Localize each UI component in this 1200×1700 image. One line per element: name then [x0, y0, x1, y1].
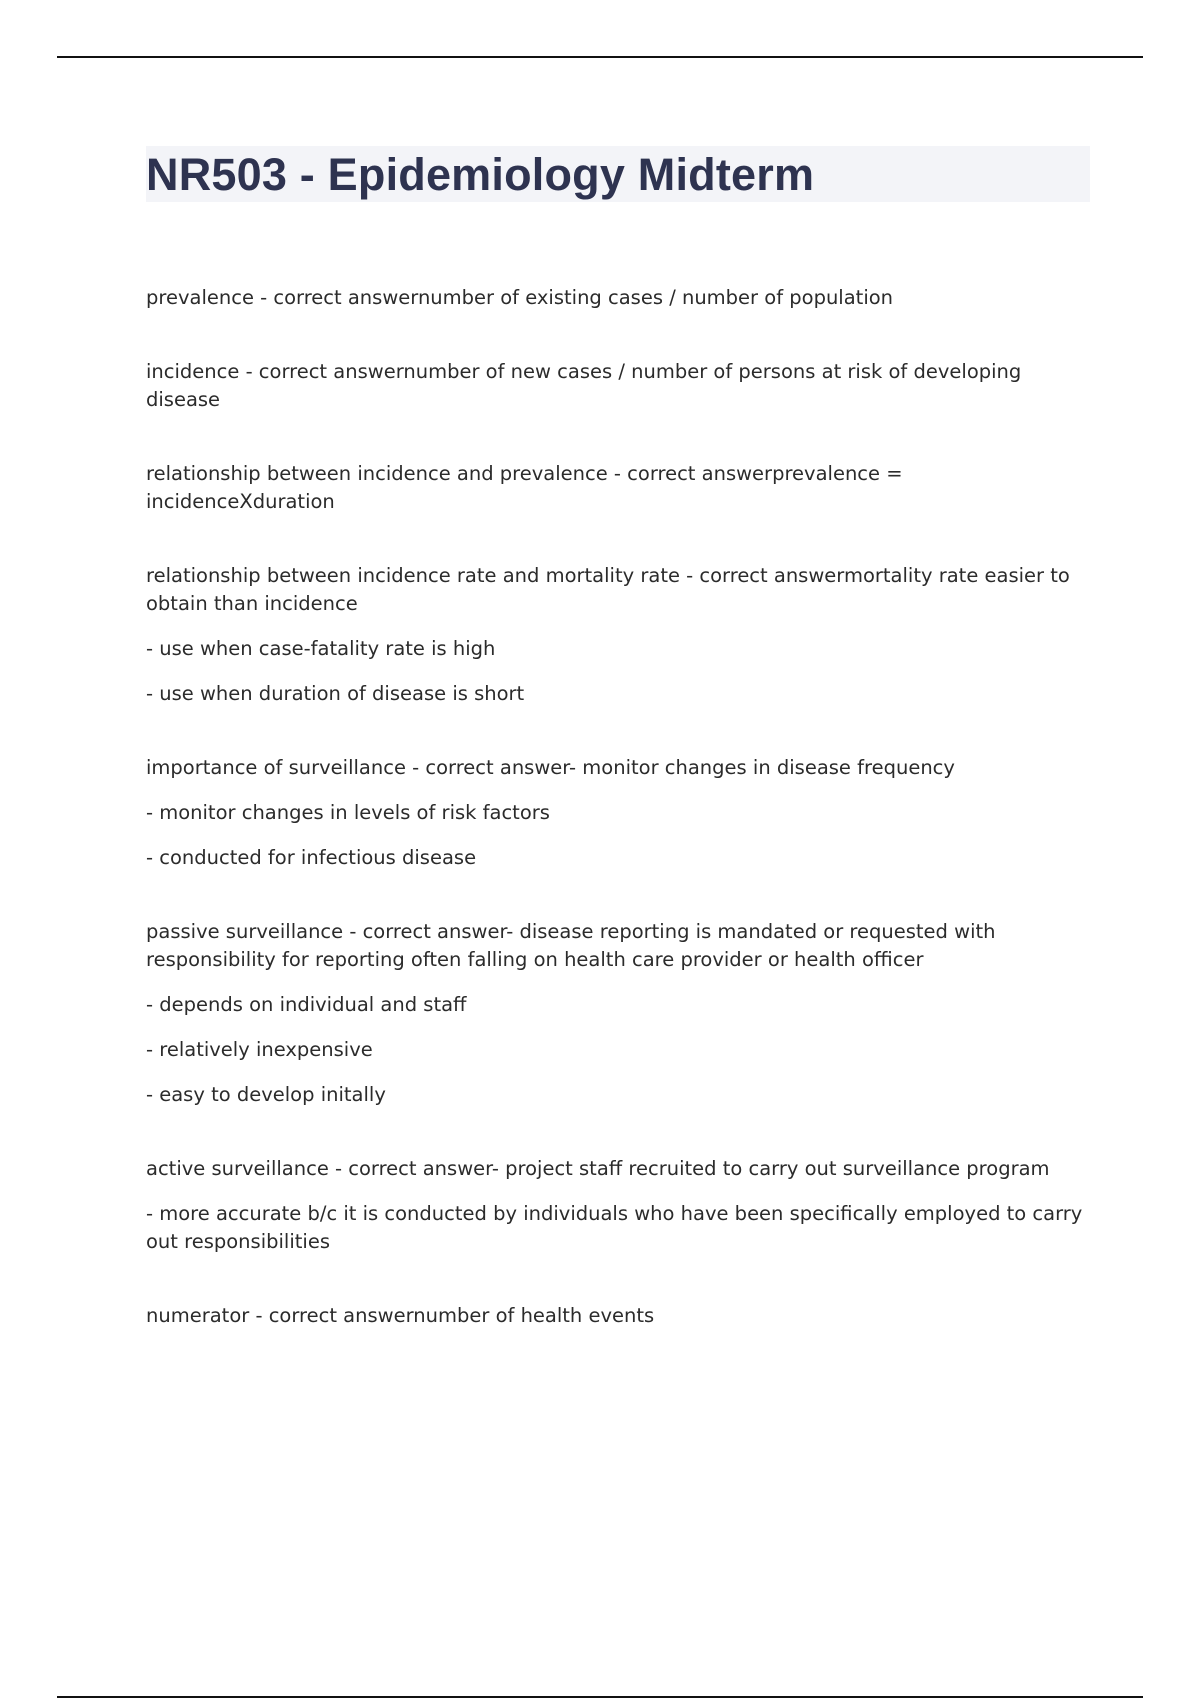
- entry-line: prevalence - correct answernumber of existing cases / number of population: [146, 286, 894, 309]
- entry-bullet: - relatively inexpensive: [146, 1038, 373, 1061]
- page-title: NR503 - Epidemiology Midterm: [146, 148, 815, 200]
- entry-passive-surveillance: [146, 918, 1090, 1109]
- entry-bullet: - use when duration of disease is short: [146, 682, 525, 705]
- entry-surveillance-importance: [146, 754, 1090, 872]
- entry-line: relationship between incidence and prevalence - correct answerprevalence = incidenceXduration: [146, 462, 903, 513]
- entry-bullet: - easy to develop initally: [146, 1083, 386, 1106]
- entry-line: relationship between incidence rate and mortality rate - correct answermortality rate easier to obtain than incidence: [146, 564, 1070, 615]
- entry-prevalence: [146, 284, 1090, 312]
- entry-numerator: [146, 1302, 1090, 1330]
- entry-line: passive surveillance - correct answer- disease reporting is mandated or requested with responsibility for reporting often falling on health care provider or health officer: [146, 920, 996, 971]
- entry-bullet: - monitor changes in levels of risk factors: [146, 801, 550, 824]
- entry-line: numerator - correct answernumber of health events: [146, 1304, 655, 1327]
- bottom-divider: [57, 1696, 1143, 1698]
- entry-line: importance of surveillance - correct answer- monitor changes in disease frequency: [146, 756, 955, 779]
- entry-incidence: [146, 358, 1090, 414]
- entry-line: incidence - correct answernumber of new cases / number of persons at risk of developing disease: [146, 360, 1022, 411]
- entry-bullet: - depends on individual and staff: [146, 993, 467, 1016]
- entry-bullet: - use when case-fatality rate is high: [146, 637, 496, 660]
- title-banner: [146, 146, 1090, 202]
- entry-incidence-prevalence: [146, 460, 1090, 516]
- entry-line: active surveillance - correct answer- project staff recruited to carry out surveillance program: [146, 1157, 1050, 1180]
- entry-bullet: - more accurate b/c it is conducted by individuals who have been specifically employed to carry out responsibilities: [146, 1202, 1083, 1253]
- entry-active-surveillance: [146, 1155, 1090, 1256]
- document-body: [146, 146, 1090, 1376]
- top-divider: [57, 56, 1143, 58]
- entry-incidence-mortality: [146, 562, 1090, 708]
- entry-bullet: - conducted for infectious disease: [146, 846, 477, 869]
